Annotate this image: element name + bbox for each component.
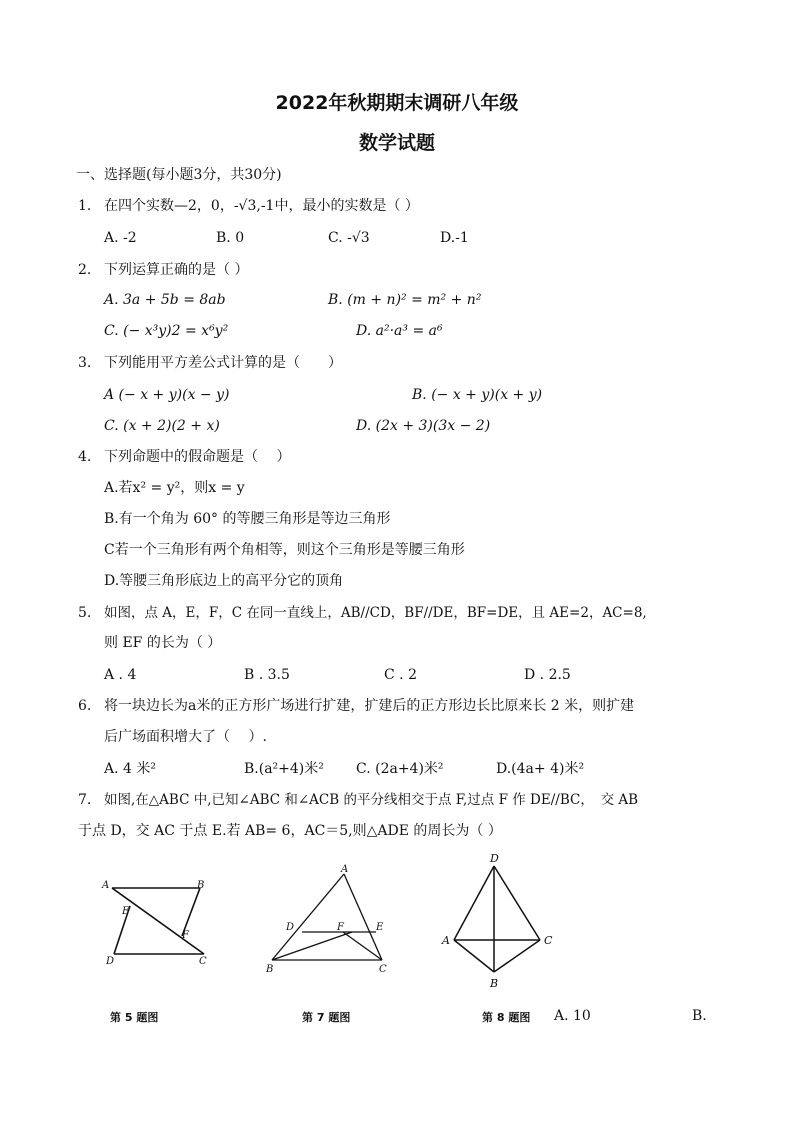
q1-number: 1. — [78, 198, 92, 214]
q6-option-a: A. 4 米² — [104, 761, 156, 777]
fig5-label-b: B — [197, 880, 205, 891]
fig8-label-b: B — [490, 977, 499, 990]
q1-option-d: D.-1 — [440, 230, 469, 246]
q1-option-c: C. -√3 — [328, 230, 370, 246]
fig7-label-b: B — [266, 964, 274, 975]
q3-number: 3. — [78, 355, 92, 371]
fig5-label-a: A — [102, 880, 110, 891]
q3-stem: 下列能用平方差公式计算的是（ ） — [104, 355, 342, 371]
fig8-label-d: D — [490, 852, 499, 865]
q3-option-b: B. (− x + y)(x + y) — [412, 387, 543, 403]
q2-option-d: D. a²·a³ = a⁶ — [356, 323, 443, 339]
q4-option-a: A.若x² = y²，则x = y — [104, 480, 245, 496]
fig7-caption: 第 7 题图 — [302, 1011, 351, 1024]
fig8-label-a: A — [442, 934, 450, 947]
q6-option-d: D.(4a+ 4)米² — [496, 761, 585, 777]
figure-7 — [258, 858, 398, 984]
q3-option-d: D. (2x + 3)(3x − 2) — [356, 418, 491, 434]
fig7-label-c: C — [379, 964, 387, 975]
figure-8 — [436, 848, 566, 994]
q2-stem: 下列运算正确的是（ ） — [104, 262, 249, 278]
q5-option-a: A . 4 — [104, 667, 137, 683]
q5-stem-line2: 则 EF 的长为（ ） — [104, 635, 222, 651]
exam-title: 2022年秋期期末调研八年级 — [275, 92, 519, 114]
q1-option-a: A. -2 — [104, 230, 137, 246]
q3-option-a: A (− x + y)(x − y) — [104, 387, 230, 403]
fig8-segment-dc — [494, 866, 540, 940]
q5-option-b: B . 3.5 — [244, 667, 290, 683]
q7-option-b: B. — [692, 1008, 707, 1024]
fig5-caption: 第 5 题图 — [110, 1011, 159, 1024]
fig5-label-e: E — [122, 906, 130, 917]
q2-option-b: B. (m + n)² = m² + n² — [328, 292, 482, 308]
fig5-label-c: C — [199, 956, 207, 967]
fig5-label-d: D — [106, 956, 115, 967]
q6-stem: 将一块边长为a米的正方形广场进行扩建，扩建后的正方形边长比原来长 2 米，则扩建 — [104, 698, 635, 714]
fig8-label-c: C — [544, 934, 553, 947]
q5-stem: 如图，点 A，E，F，C 在同一直线上，AB//CD，BF//DE，BF=DE，且 AE=2，AC=8, — [104, 605, 647, 621]
q6-stem-line2: 后广场面积增大了（ ）. — [104, 729, 267, 745]
fig7-label-d: D — [286, 922, 295, 933]
fig8-caption: 第 8 题图 — [482, 1011, 531, 1024]
q4-stem: 下列命题中的假命题是（ ） — [104, 449, 291, 465]
fig5-label-f: F — [182, 930, 189, 941]
q4-option-c: C若一个三角形有两个角相等，则这个三角形是等腰三角形 — [104, 542, 465, 558]
fig7-label-f: F — [337, 922, 344, 933]
q5-option-d: D . 2.5 — [524, 667, 571, 683]
fig8-segment-da — [454, 866, 494, 940]
q1-stem: 在四个实数—2，0，-√3,-1中，最小的实数是（ ） — [104, 198, 419, 214]
q4-option-d: D.等腰三角形底边上的高平分它的顶角 — [104, 573, 344, 589]
fig7-label-a: A — [341, 864, 349, 875]
fig8-segment-cb — [494, 940, 540, 972]
q3-option-c: C. (x + 2)(2 + x) — [104, 418, 220, 434]
q6-option-c: C. (2a+4)米² — [356, 761, 444, 777]
fig7-label-e: E — [376, 922, 384, 933]
fig8-segment-ab — [454, 940, 494, 972]
q1-option-b: B. 0 — [216, 230, 245, 246]
q4-number: 4. — [78, 449, 92, 465]
q7-number: 7. — [78, 792, 92, 808]
q6-number: 6. — [78, 698, 92, 714]
q4-option-b: B.有一个角为 60° 的等腰三角形是等边三角形 — [104, 511, 391, 527]
q7-stem: 如图,在△ABC 中,已知∠ABC 和∠ACB 的平分线相交于点 F,过点 F 作 DE//BC， 交 AB — [104, 792, 639, 808]
section-heading: 一、选择题(每小题3分，共30分) — [76, 167, 282, 183]
exam-subtitle: 数学试题 — [358, 132, 435, 154]
q2-number: 2. — [78, 262, 92, 278]
q2-option-c: C. (− x³y)2 = x⁶y² — [104, 323, 229, 339]
q7-option-a: A. 10 — [554, 1008, 591, 1024]
figure-5 — [96, 872, 226, 972]
q2-option-a: A. 3a + 5b = 8ab — [104, 292, 226, 308]
q5-number: 5. — [78, 605, 92, 621]
fig5-segment-bf — [182, 888, 200, 936]
q5-option-c: C . 2 — [384, 667, 417, 683]
q6-option-b: B.(a²+4)米² — [244, 761, 324, 777]
q7-stem-line2: 于点 D，交 AC 于点 E.若 AB= 6，AC＝5,则△ADE 的周长为（ ） — [78, 823, 502, 839]
